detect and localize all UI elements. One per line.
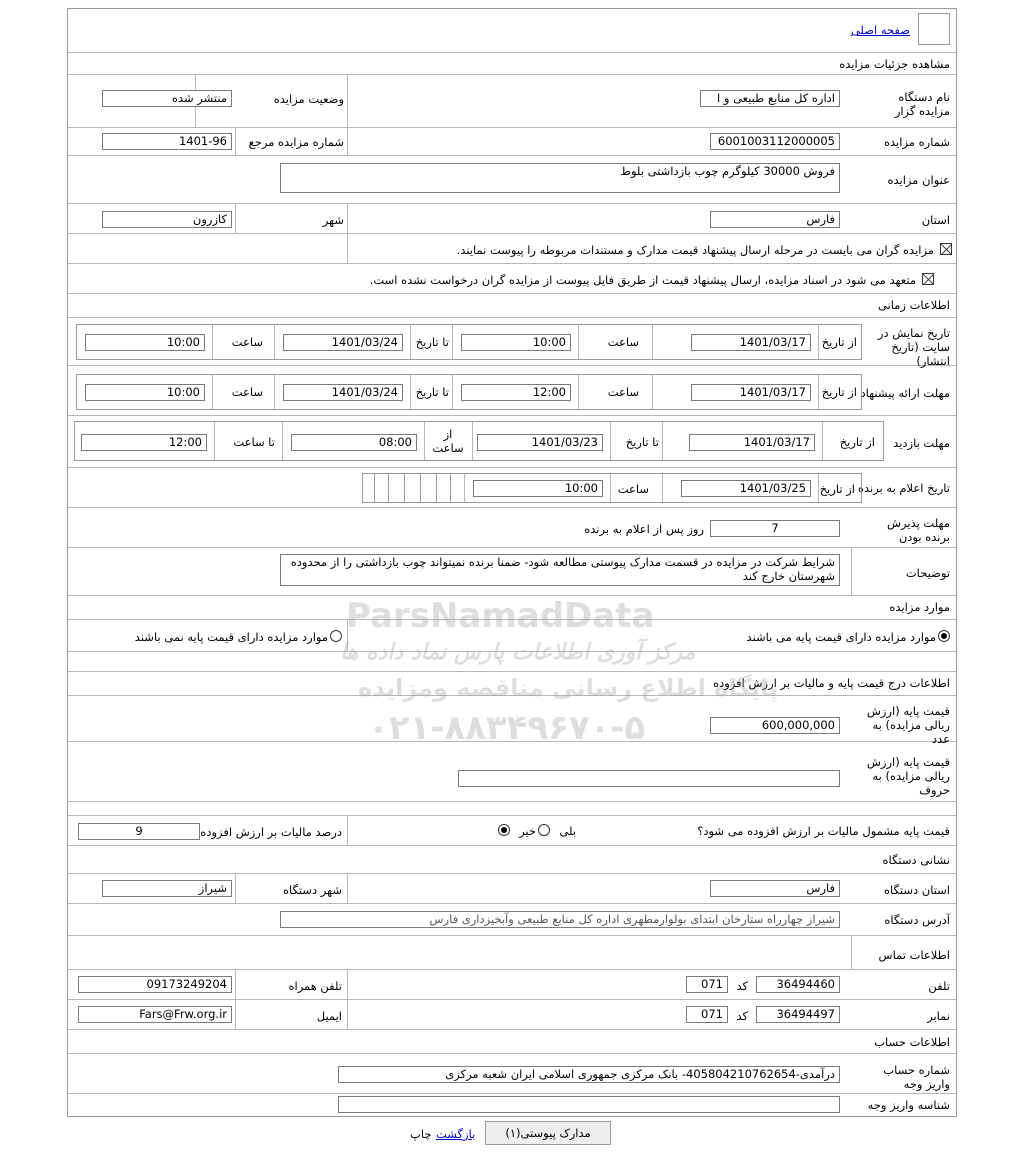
accept-row [68,508,956,548]
province-label: استان [921,213,950,227]
offer-label: مهلت ارائه پیشنهاد [860,386,950,400]
org-label: نام دستگاه مزایده گزار [894,90,950,118]
phone-row: تلفن 36494460 کد 071 تلفن همراه 09173249204 [68,970,956,1000]
email-field[interactable]: Fars@Frw.org.ir [78,1006,232,1023]
device-address-label: آدرس دستگاه [884,913,950,927]
attachments-button[interactable]: مدارک پیوستی(۱) [485,1121,611,1145]
device-city-label: شهر دستگاه [282,883,342,897]
visit-to-date[interactable]: 1401/03/23 [477,434,603,451]
accept-days-field[interactable]: 7 [710,520,840,537]
status-field[interactable]: منتشر شده [102,90,232,107]
account-number-row [68,1054,956,1094]
phone-field[interactable]: 36494460 [756,976,840,993]
radio-vat-yes-icon[interactable] [538,824,550,836]
logo-placeholder [918,13,950,45]
base-words-row [68,742,956,802]
radio-vat-no-icon[interactable] [498,824,510,836]
base-num-row [68,696,956,746]
subject-row [68,156,956,204]
ref-label: شماره مزایده مرجع [248,135,344,149]
device-city-field[interactable]: شیراز [102,880,232,897]
device-province-row [68,874,956,904]
visit-box: از تاریخ 1401/03/17 تا تاریخ 1401/03/23 از ساعت 08:00 تا ساعت 12:00 [74,421,884,461]
notice-2-row [68,264,956,294]
fax-row: نمابر 36494497 کد 071 ایمیل Fars@Frw.org.ir [68,1000,956,1030]
print-link[interactable]: چاپ [410,1127,432,1141]
spacer-row [68,652,956,672]
device-province-field[interactable]: فارس [710,880,840,897]
watermark-line-1: مرکز آوری اطلاعات پارس نماد داده ها [340,640,696,665]
display-to-time[interactable]: 10:00 [85,334,205,351]
account-number-label: شماره حساب واریز وجه [883,1063,950,1091]
number-field[interactable]: 6001003112000005 [710,133,840,150]
time-section-title: اطلاعات زمانی [68,294,956,318]
with-base-label: موارد مزایده دارای قیمت پایه می باشند [746,630,936,644]
offer-to-date[interactable]: 1401/03/24 [283,384,403,401]
base-num-label: قیمت پایه (ارزش ریالی مزایده) به عدد [866,704,950,746]
vat-question: قیمت پایه مشمول مالیات بر ارزش افزوده می شود؟ [697,824,950,838]
visit-from-date[interactable]: 1401/03/17 [689,434,815,451]
city-label: شهر [322,213,344,227]
auction-details-panel [67,8,957,1117]
device-province-label: استان دستگاه [883,883,950,897]
fax-field[interactable]: 36494497 [756,1006,840,1023]
without-base-label: موارد مزایده دارای قیمت پایه نمی باشند [134,630,328,644]
device-address-row [68,904,956,936]
winner-label: تاریخ اعلام به برنده [857,481,950,495]
watermark-phone: ۰۲۱-۸۸۳۴۹۶۷۰-۵ [368,708,646,748]
header-row [68,9,956,53]
province-field[interactable]: فارس [710,211,840,228]
checked-box-icon[interactable] [922,273,934,285]
spacer-row [68,802,956,816]
status-label: وضعیت مزایده [273,92,344,106]
contact-section-title: اطلاعات تماس [878,948,950,962]
subject-label: عنوان مزایده [887,173,950,187]
city-field[interactable]: کازرون [102,211,232,228]
phone-code-field[interactable]: 071 [686,976,728,993]
account-id-label: شناسه واریز وجه [867,1098,950,1112]
offer-row [68,366,956,416]
base-words-field[interactable] [458,770,840,787]
offer-to-time[interactable]: 10:00 [85,384,205,401]
fax-code-field[interactable]: 071 [686,1006,728,1023]
account-number-field[interactable]: درآمدی-405804210762654- بانک مرکزی جمهوری اسلامی ایران شعبه مرکزی [338,1066,840,1083]
account-id-row [68,1094,956,1117]
display-box: از تاریخ 1401/03/17 ساعت 10:00 تا تاریخ 1401/03/24 ساعت 10:00 [76,324,862,360]
offer-box: از تاریخ 1401/03/17 ساعت 12:00 تا تاریخ 1401/03/24 ساعت 10:00 [76,374,862,410]
number-row [68,128,956,156]
display-label: تاریخ نمایش در سایت (تاریخ انتشار) [877,326,950,368]
base-words-label: قیمت پایه (ارزش ریالی مزایده) به حروف [866,755,950,797]
description-label: توضیحات [905,566,950,580]
items-section-title: موارد مزایده [68,596,956,620]
visit-row [68,416,956,468]
home-link[interactable]: صفحه اصلی [850,23,910,37]
org-row [68,75,956,128]
account-id-field[interactable] [338,1096,840,1113]
radio-with-base-icon[interactable] [938,630,950,642]
back-link[interactable]: بازگشت [436,1127,476,1141]
mobile-label: تلفن همراه [288,979,342,993]
accept-suffix: روز پس از اعلام به برنده [584,522,704,536]
visit-to-time[interactable]: 12:00 [81,434,207,451]
province-row [68,204,956,234]
watermark-brand: ParsNamadData [346,596,655,636]
notice-1-row [68,234,956,264]
radio-without-base-icon[interactable] [330,630,342,642]
display-row [68,318,956,366]
visit-from-time[interactable]: 08:00 [291,434,417,451]
fax-label: نمابر [927,1009,950,1023]
description-field[interactable]: شرایط شرکت در مزایده در قسمت مدارک پیوستی مطالعه شود- ضمنا برنده نمیتواند چوب بازداشتی را از محدوده شهرستان خارج کند [280,554,840,586]
checked-box-icon[interactable] [940,243,952,255]
vat-percent-label: درصد مالیات بر ارزش افزوده [200,825,342,839]
display-from-date[interactable]: 1401/03/17 [691,334,811,351]
items-row [68,620,956,652]
winner-time[interactable]: 10:00 [473,480,603,497]
phone-label: تلفن [928,979,950,993]
price-section-title: اطلاعات درج قیمت پایه و مالیات بر ارزش افزوده [68,672,956,696]
accept-label: مهلت پذیرش برنده بودن [886,516,950,544]
org-field[interactable]: اداره کل منابع طبیعی و ا [700,90,840,107]
winner-row [68,468,956,508]
winner-box: از تاریخ 1401/03/25 ساعت 10:00 [362,473,862,503]
vat-row [68,816,956,846]
email-label: ایمیل [316,1009,342,1023]
vat-yes-label: بلی [559,824,576,838]
offer-from-date[interactable]: 1401/03/17 [691,384,811,401]
account-section-title: اطلاعات حساب [68,1030,956,1054]
notice-2-text: متعهد می شود در اسناد مزایده، ارسال پیشنهاد قیمت از طریق فایل پیوست از مزایده گران درخواست نشده است. [369,273,916,287]
display-to-date[interactable]: 1401/03/24 [283,334,403,351]
base-num-field[interactable]: 600,000,000 [710,717,840,734]
details-section-title: مشاهده جزئیات مزایده [68,53,956,75]
winner-date[interactable]: 1401/03/25 [681,480,811,497]
display-from-time[interactable]: 10:00 [461,334,571,351]
number-label: شماره مزایده [884,135,950,149]
description-row [68,548,956,596]
mobile-field[interactable]: 09173249204 [78,976,232,993]
offer-from-time[interactable]: 12:00 [461,384,571,401]
notice-1-text: مزایده گران می بایست در مرحله ارسال پیشنهاد قیمت مدارک و مستندات مربوطه را پیوست نمایند. [456,243,934,257]
vat-no-label: خیر [519,824,536,838]
watermark-line-2: پایگاه اطلاع رسانی مناقصه ومزایده [358,674,779,702]
address-section-title: نشانی دستگاه [68,846,956,874]
ref-field[interactable]: 1401-96 [102,133,232,150]
device-address-field[interactable]: شیراز چهارراه ستارخان ابتدای بولوارمطهری اداره کل منابع طبیعی وآبخیزداری فارس [280,911,840,928]
contact-title-row [68,936,956,970]
vat-percent-field[interactable]: 9 [78,823,200,840]
visit-label: مهلت بازدید [893,436,950,450]
subject-field[interactable]: فروش 30000 کیلوگرم چوب بازداشتی بلوط [280,163,840,193]
